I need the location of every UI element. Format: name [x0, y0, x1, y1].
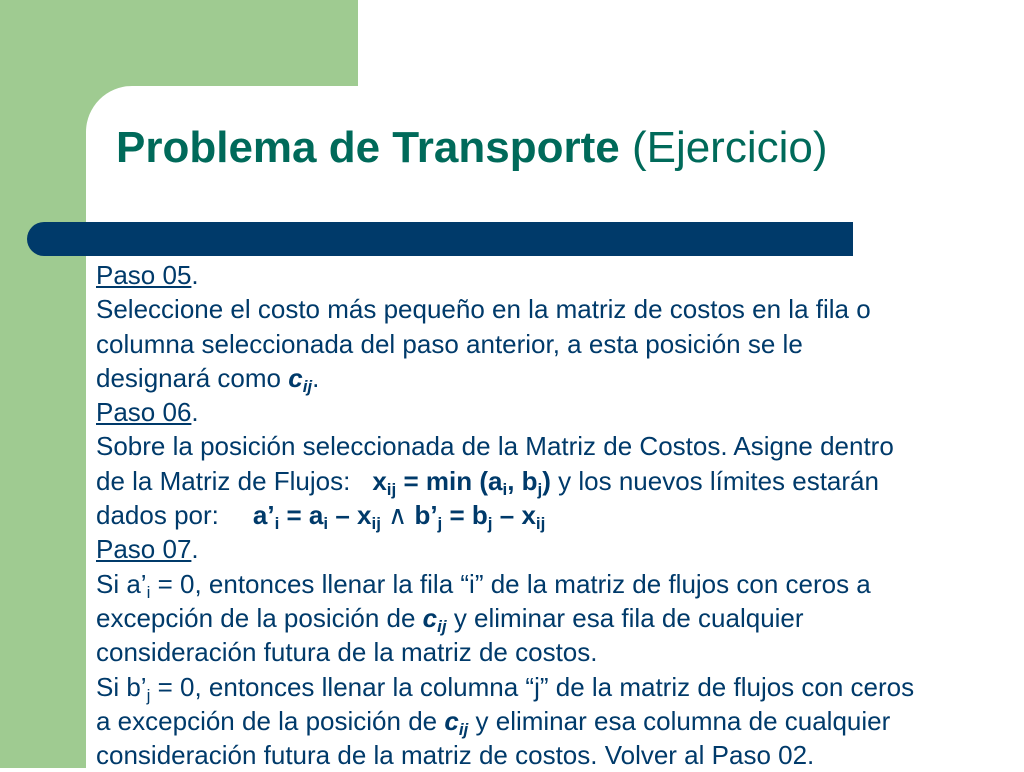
paso06-line2-pre: de la Matriz de Flujos:	[96, 465, 351, 496]
paso06-line2-post: y los nuevos límites estarán	[550, 465, 879, 496]
slide-title	[116, 118, 828, 178]
paso07-line2: excepción de la posición de $c_{ij}$ y eliminar esa fila de cualquier	[96, 602, 804, 636]
flow-formula: $x_{ij} = \min (a_i$, $b_j$)	[372, 465, 551, 499]
cij-subscript: ij	[302, 376, 313, 396]
slide-body	[96, 258, 1020, 772]
paso06-line3	[96, 498, 1020, 532]
paso07-line5: a excepción de la posición de $c_{ij}$ y eliminar esa columna de cualquier	[96, 705, 891, 739]
paso07-line4: Si $b’_j = 0$, entonces llenar la columna “j” de la matriz de flujos con ceros	[96, 671, 915, 705]
title-bold: Problema de Transporte	[116, 123, 620, 172]
paso07-heading: Paso 07	[96, 534, 192, 565]
paso05-line1: Seleccione el costo más pequeño en la matriz de costos en la fila o	[96, 294, 871, 325]
paso07-line1: Si $a’_i = 0$, entonces llenar la fila “i” de la matriz de flujos con ceros a	[96, 568, 871, 602]
paso06-line1: Sobre la posición seleccionada de la Matriz de Costos. Asigne dentro	[96, 431, 894, 462]
cij-symbol: c	[444, 705, 459, 736]
paso05-heading: Paso 05	[96, 260, 192, 290]
paso05-line2: columna seleccionada del paso anterior, a esta posición se le	[96, 328, 803, 359]
paso07-line3: consideración futura de la matriz de costos.	[96, 637, 598, 668]
cij-symbol: c	[288, 362, 303, 393]
cij-symbol: c	[422, 602, 438, 633]
paso07-heading-line: Paso 07.	[96, 534, 199, 565]
limits-formula: $a’_i = a_i - x_{ij}$ ∧ $b’_j = b_j - x_{ij}$	[252, 500, 546, 534]
paso05-line3: designará como $c_{ij}$.	[96, 362, 320, 396]
paso06-line2	[96, 464, 1020, 498]
paso06-heading: Paso 06	[96, 397, 192, 428]
paso05-line3-text: designará como	[96, 362, 289, 393]
paso06-heading-line: Paso 06.	[96, 397, 199, 428]
paso05-heading-line: Paso 05.	[96, 260, 199, 290]
paso07-line6: consideración futura de la matriz de costos. Volver al Paso 02.	[96, 740, 815, 771]
title-divider-bar	[27, 222, 853, 256]
title-normal: (Ejercicio)	[631, 123, 828, 172]
paso06-line3-pre: dados por:	[96, 500, 219, 531]
